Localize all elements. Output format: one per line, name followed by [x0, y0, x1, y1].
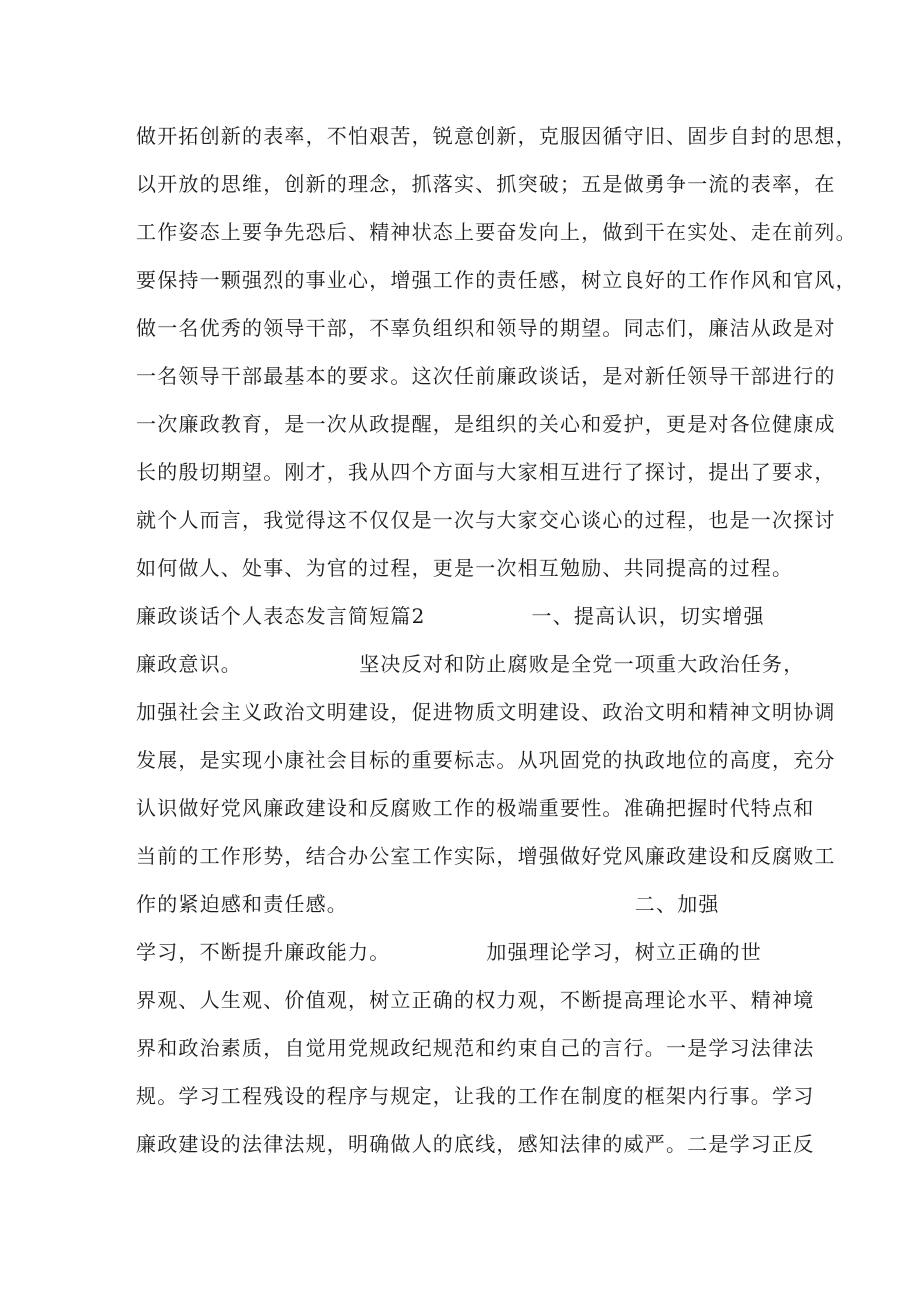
- text-line: 认识做好党风廉政建设和反腐败工作的极端重要性。准确把握时代特点和: [136, 796, 815, 820]
- text-line: 界观、人生观、价值观，树立正确的权力观，不断提高理论水平、精神境: [136, 988, 815, 1012]
- text-line: 学习，不断提升廉政能力。 加强理论学习，树立正确的世: [136, 940, 762, 964]
- text-line: 工作姿态上要争先恐后、精神状态上要奋发向上，做到干在实处、走在前列。: [136, 220, 857, 244]
- text-line: 做一名优秀的领导干部，不辜负组织和领导的期望。同志们，廉洁从政是对: [136, 316, 836, 340]
- text-line: 界和政治素质，自觉用党规政纪规范和约束自己的言行。一是学习法律法: [136, 1036, 815, 1060]
- text-line: 就个人而言，我觉得这不仅仅是一次与大家交心谈心的过程，也是一次探讨: [136, 508, 836, 532]
- text-line: 廉政意识。 坚决反对和防止腐败是全党一项重大政治任务，: [136, 652, 805, 676]
- text-line: 以开放的思维，创新的理念，抓落实、抓突破；五是做勇争一流的表率，在: [136, 172, 836, 196]
- text-line: 加强社会主义政治文明建设，促进物质文明建设、政治文明和精神文明协调: [136, 700, 836, 724]
- text-line: 如何做人、处事、为官的过程，更是一次相互勉励、共同提高的过程。: [136, 556, 794, 580]
- text-line: 规。学习工程残设的程序与规定，让我的工作在制度的框架内行事。学习: [136, 1084, 815, 1108]
- text-line: 一次廉政教育，是一次从政提醒，是组织的关心和爱护，更是对各位健康成: [136, 412, 836, 436]
- text-line: 作的紧迫感和责任感。 二、加强: [136, 892, 720, 916]
- text-line: 当前的工作形势，结合办公室工作实际，增强做好党风廉政建设和反腐败工: [136, 844, 836, 868]
- text-line: 一名领导干部最基本的要求。这次任前廉政谈话，是对新任领导干部进行的: [136, 364, 836, 388]
- text-line: 长的殷切期望。刚才，我从四个方面与大家相互进行了探讨，提出了要求，: [136, 460, 836, 484]
- text-line: 发展，是实现小康社会目标的重要标志。从巩固党的执政地位的高度，充分: [136, 748, 836, 772]
- section-heading-line: 廉政谈话个人表态发言简短篇2 一、提高认识，切实增强: [136, 604, 765, 628]
- text-line: 廉政建设的法律法规，明确做人的底线，感知法律的威严。二是学习正反: [136, 1132, 815, 1156]
- text-line: 要保持一颗强烈的事业心，增强工作的责任感，树立良好的工作作风和官风，: [136, 268, 857, 292]
- text-line: 做开拓创新的表率，不怕艰苦，锐意创新，克服因循守旧、固步自封的思想，: [136, 124, 857, 148]
